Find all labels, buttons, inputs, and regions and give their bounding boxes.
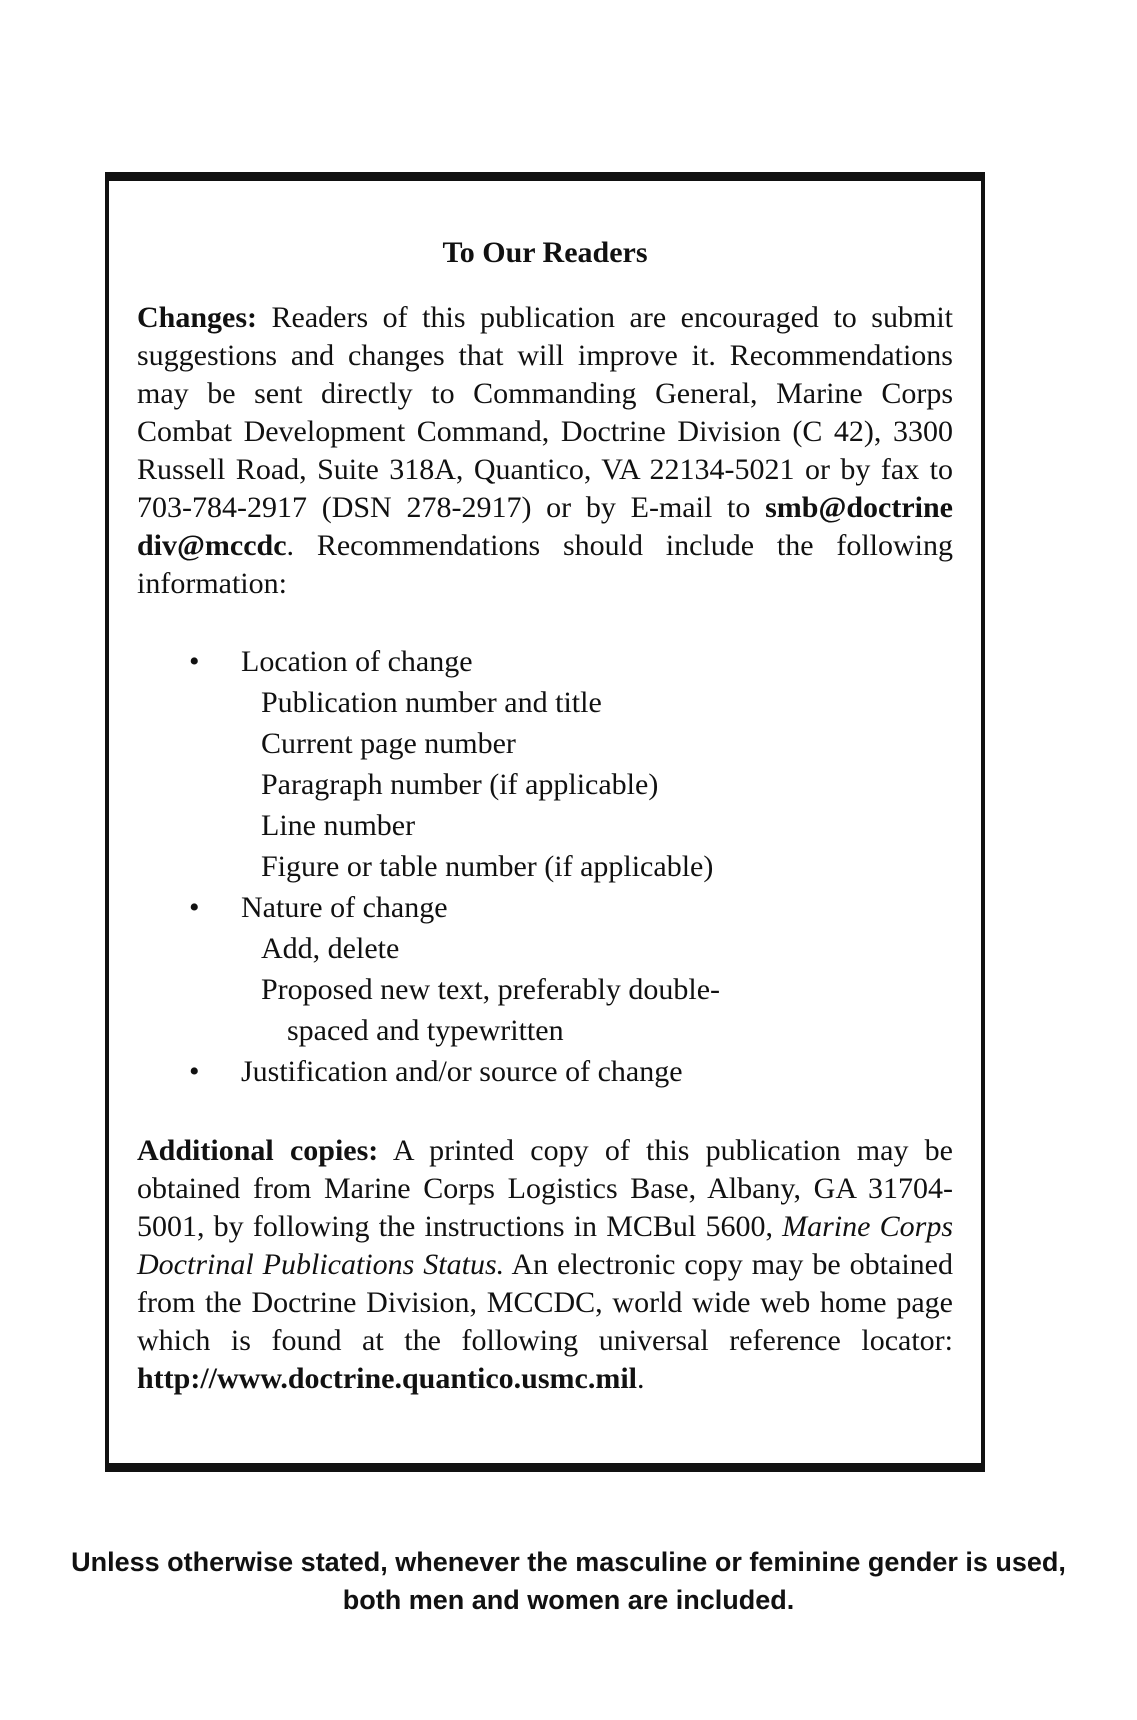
changes-email: smb@doctrine div@mccdc: [137, 491, 953, 562]
sub-list: [241, 928, 953, 1051]
sub-list-item: Figure or table number (if applicable): [261, 850, 714, 883]
changes-text-2: . Recommendations should include the following information:: [137, 529, 953, 600]
notice-content: [137, 235, 953, 1398]
list-item: [189, 1051, 953, 1092]
bullet-icon: •: [189, 891, 200, 924]
additional-text-1: A printed copy of this publication may be obtained from Marine Corps Logistics Base, Albany, GA 31704-5001, by following the instructions in MCBul 5600,: [137, 1134, 954, 1243]
readers-notice-box: [105, 172, 985, 1472]
list-item: [189, 641, 953, 887]
sub-list: [241, 682, 953, 887]
bullet-label: Location of change: [241, 645, 473, 678]
additional-copies-paragraph: [137, 1132, 953, 1398]
sub-list-item: Paragraph number (if applicable): [261, 768, 659, 801]
sub-list-item: Current page number: [261, 727, 516, 760]
change-info-list: [137, 641, 953, 1092]
additional-text-2: An electronic copy may be obtained from the Doctrine Division, MCCDC, world wide web home page which is found at the following universal reference locator:: [137, 1248, 953, 1357]
sub-list-item: Add, delete: [261, 932, 400, 965]
publication-title: Marine Corps Doctrinal Publications Status.: [137, 1210, 953, 1281]
reference-url: http://www.doctrine.quantico.usmc.mil: [137, 1362, 638, 1395]
list-item: [189, 887, 953, 1051]
additional-lead: Additional copies:: [137, 1134, 379, 1167]
sub-list-item: Publication number and title: [261, 686, 602, 719]
bullet-label: Justification and/or source of change: [241, 1055, 683, 1088]
bullet-icon: •: [189, 1055, 200, 1088]
changes-lead: Changes:: [137, 301, 258, 334]
additional-text-3: .: [637, 1362, 645, 1395]
sub-list-item: Proposed new text, preferably double-spaced and typewritten: [261, 973, 721, 1047]
notice-title: To Our Readers: [442, 236, 648, 269]
bullet-icon: •: [189, 645, 200, 678]
changes-paragraph: [137, 299, 953, 603]
gender-statement: Unless otherwise stated, whenever the masculine or feminine gender is used, both men and women are included.: [71, 1547, 1066, 1615]
bullet-label: Nature of change: [241, 891, 448, 924]
changes-text-1: Readers of this publication are encouraged to submit suggestions and changes that will improve it. Recommendations may be sent directly to Commanding General, Marine Corps Combat Development Command, Doctrine Division (C 42), 3300 Russell Road, Suite 318A, Quantico, VA 22134-5021 or by fax to 703-784-2917 (DSN 278-2917) or by E-mail to: [137, 301, 953, 524]
sub-list-item: Line number: [261, 809, 416, 842]
